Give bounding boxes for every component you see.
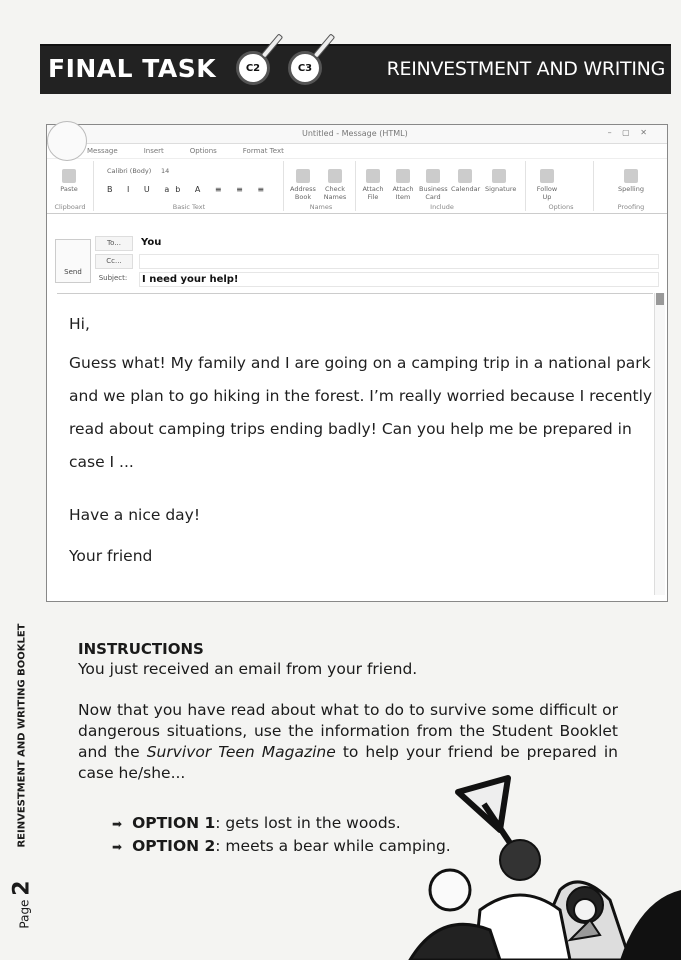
attach-file-button[interactable]: Attach File: [359, 169, 387, 201]
window-controls[interactable]: – ▢ ✕: [607, 128, 651, 137]
to-field[interactable]: You: [141, 237, 162, 248]
calendar-icon: [458, 169, 472, 183]
office-button[interactable]: [47, 121, 87, 161]
clipboard-group: Paste Clipboard: [47, 161, 94, 211]
option-1: ➡ OPTION 1: gets lost in the woods.: [112, 814, 401, 832]
greeting: Hi,: [69, 315, 90, 333]
side-margin: [2, 600, 35, 940]
title-bar: [47, 125, 667, 144]
attach-item-button[interactable]: Attach Item: [389, 169, 417, 201]
magnifier-handle-icon: [261, 33, 284, 58]
scrollbar-thumb[interactable]: [656, 293, 664, 305]
basic-text-group: Calibri (Body) 14 B I U ab A ≡ ≡ ≡ Basic Text: [95, 161, 284, 211]
magnifier-handle-icon: [313, 33, 336, 58]
text-format-buttons[interactable]: B I U ab A ≡ ≡ ≡: [107, 185, 271, 194]
booklet-label: REINVESTMENT AND WRITING BOOKLET: [16, 623, 28, 848]
paste-button[interactable]: Paste: [55, 169, 83, 193]
business-card-icon: [426, 169, 440, 183]
body-scrollbar[interactable]: [654, 293, 665, 595]
flag-icon: [540, 169, 554, 183]
instructions: [78, 640, 618, 784]
to-button[interactable]: To...: [95, 236, 133, 251]
cc-button[interactable]: Cc...: [95, 254, 133, 269]
to-row: [95, 235, 659, 251]
message-body[interactable]: [57, 293, 653, 595]
option-2: ➡ OPTION 2: meets a bear while camping.: [112, 837, 451, 855]
tab-format-text[interactable]: Format Text: [242, 147, 284, 155]
ribbon: [47, 159, 667, 214]
spelling-check-icon: [624, 169, 638, 183]
font-name-select[interactable]: Calibri (Body): [107, 167, 152, 175]
final-task-title: FINAL TASK: [48, 54, 217, 83]
subject-row: [95, 271, 659, 287]
arrow-right-icon: ➡: [112, 840, 123, 854]
font-size-select[interactable]: 14: [161, 167, 170, 175]
closing-line: Have a nice day!: [69, 506, 201, 524]
tab-message[interactable]: Message: [87, 147, 118, 155]
proofing-group: Spelling Proofing: [597, 161, 665, 211]
include-group: Attach File Attach Item Business Card Calendar Signature Include: [359, 161, 526, 211]
hikers-illustration: [380, 770, 681, 960]
signature-button[interactable]: Signature: [485, 169, 513, 193]
subject-label: Subject:: [98, 274, 128, 282]
competency-badge-c2: C2: [236, 51, 270, 85]
send-button[interactable]: Send: [55, 239, 91, 283]
competency-badge-c3: C3: [288, 51, 322, 85]
check-names-button[interactable]: Check Names: [321, 169, 349, 201]
attach-item-icon: [396, 169, 410, 183]
check-names-icon: [328, 169, 342, 183]
subject-field[interactable]: I need your help!: [139, 272, 659, 287]
arrow-right-icon: ➡: [112, 817, 123, 831]
business-card-button[interactable]: Business Card: [419, 169, 447, 201]
body-paragraph: Guess what! My family and I are going on a camping trip in a national park and we plan to go hiking in the forest. I’m really worried because I recently read about camping trips ending badly! Can you help me be prepared in case I ...: [69, 354, 653, 471]
message-headers: [47, 231, 667, 289]
section-title: REINVESTMENT AND WRITING: [386, 58, 665, 80]
calendar-button[interactable]: Calendar: [451, 169, 479, 193]
tab-insert[interactable]: Insert: [143, 147, 164, 155]
header-banner: [40, 44, 671, 94]
cc-row: [95, 253, 659, 269]
instructions-paragraph: Now that you have read about what to do to survive some difficult or dangerous situations, use the information from the Student Booklet and the Survivor Teen Magazine to help your friend be prepared in case he/she...: [78, 701, 618, 782]
names-group: Address Book Check Names Names: [287, 161, 356, 211]
address-book-button[interactable]: Address Book: [289, 169, 317, 201]
cc-field[interactable]: [139, 254, 659, 269]
tab-options[interactable]: Options: [189, 147, 217, 155]
signature-icon: [492, 169, 506, 183]
options-group: Follow Up Options: [529, 161, 594, 211]
window-title: Untitled - Message (HTML): [302, 129, 408, 138]
signoff-line: Your friend: [69, 547, 153, 565]
spelling-button[interactable]: Spelling: [617, 169, 645, 193]
instructions-title: INSTRUCTIONS: [78, 640, 204, 658]
address-book-icon: [296, 169, 310, 183]
paste-icon: [62, 169, 76, 183]
paperclip-icon: [366, 169, 380, 183]
instructions-intro: You just received an email from your friend.: [78, 660, 418, 678]
follow-up-button[interactable]: Follow Up: [533, 169, 561, 201]
ribbon-tabs: [47, 144, 667, 159]
email-window: [46, 124, 668, 602]
page-number: Page 2: [9, 880, 35, 929]
